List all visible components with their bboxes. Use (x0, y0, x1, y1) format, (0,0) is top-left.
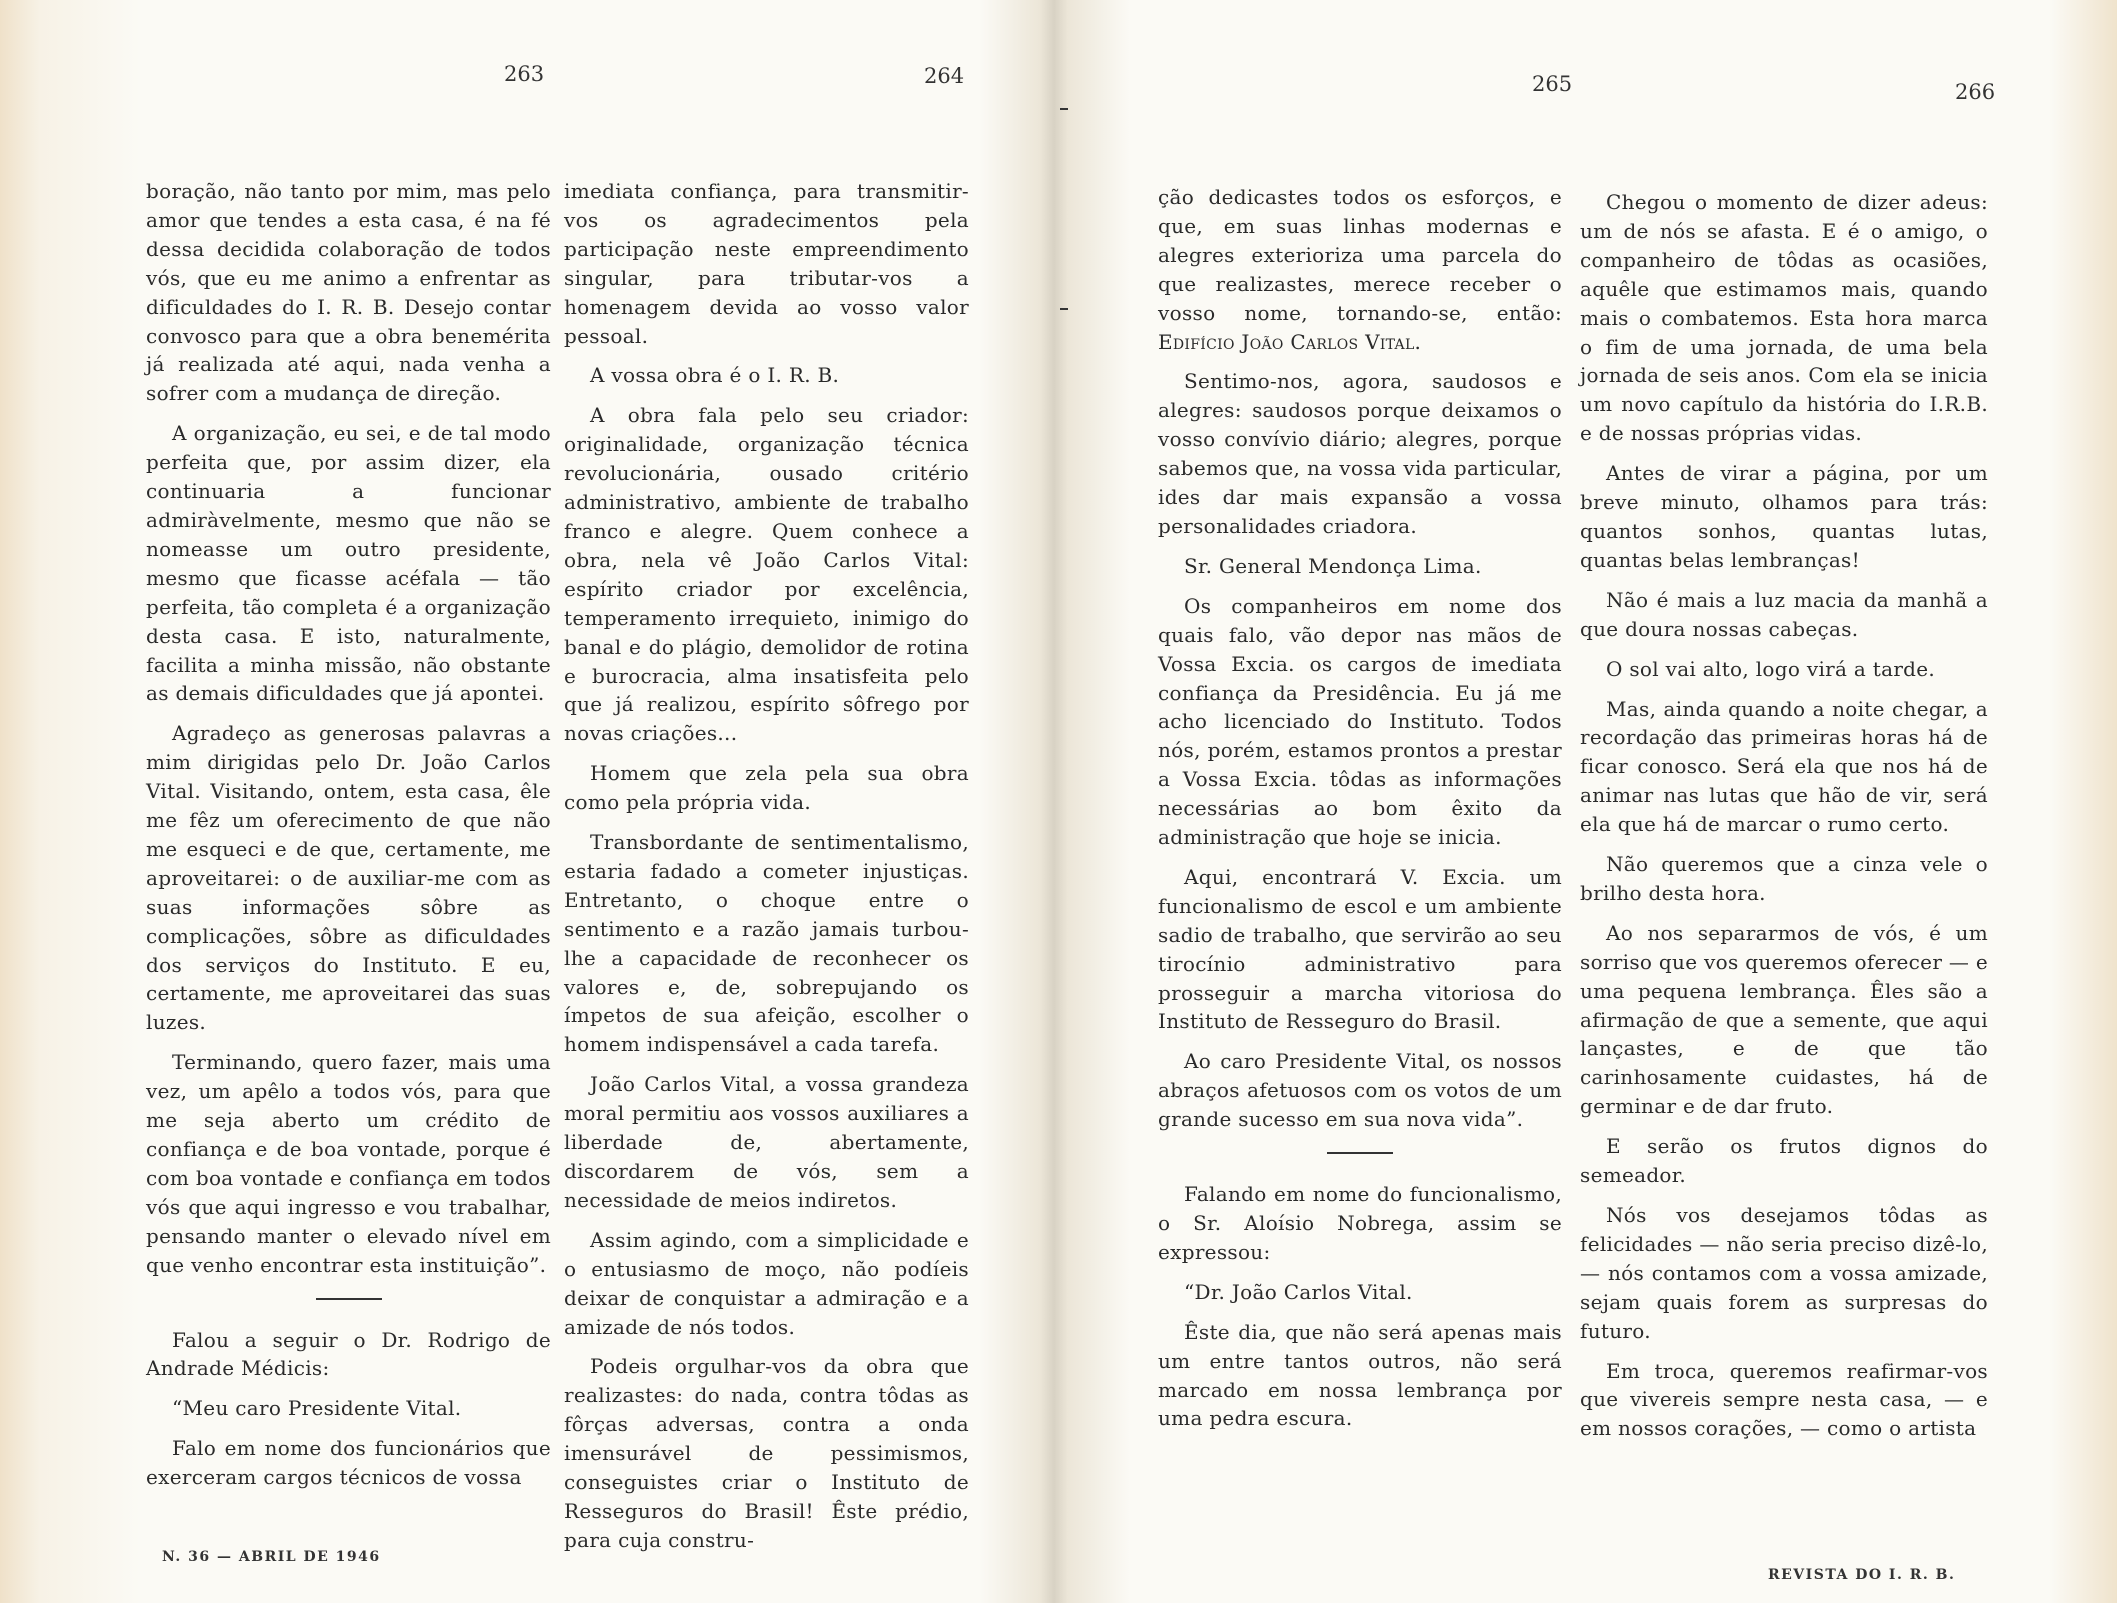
paragraph: Homem que zela pela sua obra como pela própria vida. (564, 761, 969, 815)
page-number-264: 264 (924, 64, 965, 88)
page-number-263: 263 (504, 62, 545, 86)
paragraph: Os companheiros em nome dos quais falo, vão depor nas mãos de Vossa Excia. os cargos de imediata confiança da Presidência. Eu já me acho licenciado do Instituto. Todos nós, porém, estamos prontos a prestar a Vossa Excia. tôdas as informações necessárias ao bom êxito da administração que hoje se inicia. (1158, 593, 1562, 850)
footer-journal: REVISTA DO I. R. B. (1768, 1567, 1956, 1583)
page-number-266: 266 (1955, 80, 1996, 104)
paragraph: Êste dia, que não será apenas mais um entre tantos outros, não será marcado em nossa lembrança por uma pedra escura. (1158, 1319, 1562, 1431)
section-divider (316, 1298, 382, 1300)
paragraph: Sr. General Mendonça Lima. (1184, 553, 1482, 578)
footer-issue: N. 36 — ABRIL DE 1946 (162, 1549, 381, 1565)
gutter-mark (1060, 308, 1068, 310)
paragraph: Mas, ainda quando a noite chegar, a recordação das primeiras horas há de ficar conosco. Será ela que nos há de animar nas lutas que hão de vir, será ela que há de marcar o rumo certo. (1580, 696, 1988, 837)
paragraph: Podeis orgulhar-vos da obra que realizastes: do nada, contra tôdas as fôrças adversas, contra a onda imensurável de pessimismos, conseguistes criar o Instituto de Resseguros do Brasil! Êste prédio, para cuja constru- (564, 1354, 969, 1552)
paragraph: Transbordante de sentimentalismo, estaria fadado a cometer injustiças. Entretanto, o choque entre o sentimento e a razão jamais turbou-lhe a capacidade de reconhecer os valores e, de, sobrepujando os ímpetos de sua afeição, escolher o homem indispensável a cada tarefa. (564, 830, 969, 1057)
gutter-mark (1060, 108, 1068, 110)
section-divider (1327, 1152, 1393, 1154)
paragraph: Ao caro Presidente Vital, os nossos abraços afetuosos com os votos de um grande sucesso em sua nova vida”. (1158, 1049, 1562, 1132)
page-266-column (1580, 188, 1988, 1454)
paragraph: Aqui, encontrará V. Excia. um funcionalismo de escol e um ambiente sadio de trabalho, que servirão ao seu tirocínio administrativo para prosseguir a marcha vitoriosa do Instituto de Resseguro do Brasil. (1158, 864, 1562, 1034)
page-265-column (1158, 183, 1562, 1444)
page-263-column (146, 177, 551, 1503)
paragraph: E serão os frutos dignos do semeador. (1580, 1134, 1988, 1188)
page-264-column (564, 177, 969, 1566)
paragraph: Antes de virar a página, por um breve minuto, olhamos para trás: quantos sonhos, quantas lutas, quantas belas lembranças! (1580, 461, 1988, 572)
paragraph: A obra fala pelo seu criador: originalidade, organização técnica revolucionária, ousado critério administrativo, ambiente de trabalho franco e alegre. Quem conhece a obra, nela vê João Carlos Vital: espírito criador por excelência, temperamento irrequieto, inimigo do banal e do plágio, demolidor de rotina e burocracia, alma insatisfeita pelo que já realizou, espírito sôfrego por novas criações... (564, 403, 969, 746)
paragraph: O sol vai alto, logo virá a tarde. (1606, 656, 1936, 681)
paragraph: Em troca, queremos reafirmar-vos que vivereis sempre nesta casa, — e em nossos corações, — como o artista (1580, 1358, 1988, 1441)
paragraph: “Meu caro Presidente Vital. (172, 1396, 462, 1421)
building-name: Edifício João Carlos Vital. (1158, 329, 1422, 354)
paragraph: Ao nos separarmos de vós, é um sorriso que vos queremos oferecer — e uma pequena lembrança. Êles são a afirmação de que a semente, que aqui lançastes, e de que tão carinhosamente cuidastes, há de germinar e de dar fruto. (1580, 920, 1988, 1119)
paragraph: boração, não tanto por mim, mas pelo amor que tendes a esta casa, é na fé dessa decidida colaboração de todos vós, que eu me animo a enfrentar as dificuldades do I. R. B. Desejo contar convosco para que a obra benemérita já realizada até aqui, nada venha a sofrer com a mudança de direção. (146, 179, 551, 406)
paragraph: Não é mais a luz macia da manhã a que doura nossas cabeças. (1580, 587, 1988, 641)
paragraph-text: ção dedicastes todos os esforços, e que, em suas linhas modernas e alegres exterioriza uma parcela do que realizastes, merece receber o vosso nome, tornando-se, então: (1158, 185, 1562, 325)
paragraph: Não queremos que a cinza vele o brilho desta hora. (1580, 852, 1988, 905)
paragraph: Nós vos desejamos tôdas as felicidades — não seria preciso dizê-lo, — nós contamos com a vossa amizade, sejam quais forem as surpresas do futuro. (1580, 1203, 1988, 1343)
paragraph: Falou a seguir o Dr. Rodrigo de Andrade Médicis: (146, 1327, 551, 1381)
paragraph: João Carlos Vital, a vossa grandeza moral permitiu aos vossos auxiliares a liberdade de, abertamente, discordarem de vós, sem a necessidade de meios indiretos. (564, 1072, 969, 1212)
paragraph: Terminando, quero fazer, mais uma vez, um apêlo a todos vós, para que me seja aberto um crédito de confiança e de boa vontade, porque é com boa vontade e confiança em todos vós que aqui ingresso e vou trabalhar, pensando manter o elevado nível em que venho encontrar esta instituição”. (146, 1050, 551, 1277)
paragraph: Falando em nome do funcionalismo, o Sr. Aloísio Nobrega, assim se expressou: (1158, 1182, 1562, 1264)
paragraph: Agradeço as generosas palavras a mim dirigidas pelo Dr. João Carlos Vital. Visitando, ontem, esta casa, êle me fêz um oferecimento de que não me esqueci e de que, certamente, me aproveitarei: o de auxiliar-me com as suas informações sôbre as complicações, sôbre as dificuldades dos serviços do Instituto. E eu, certamente, me aproveitarei das suas luzes. (146, 721, 551, 1035)
paragraph: Assim agindo, com a simplicidade e o entusiasmo de moço, não podíeis deixar de conquistar a admiração e a amizade de nós todos. (564, 1227, 969, 1339)
paragraph (1158, 183, 1562, 356)
page-number-265: 265 (1532, 72, 1573, 96)
paragraph: Sentimo-nos, agora, saudosos e alegres: saudosos porque deixamos o vosso convívio diário; alegres, porque sabemos que, na vossa vida particular, ides dar mais expansão a vossa personalidades criadora. (1158, 369, 1562, 538)
paragraph: A vossa obra é o I. R. B. (590, 363, 840, 388)
paragraph: A organização, eu sei, e de tal modo perfeita que, por assim dizer, ela continuaria a funcionar admiràvelmente, mesmo que não se nomeasse um outro presidente, mesmo que ficasse acéfala — tão perfeita, tão completa é a organização desta casa. E isto, naturalmente, facilita a minha missão, não obstante as demais dificuldades que já apontei. (146, 421, 551, 706)
paragraph: Chegou o momento de dizer adeus: um de nós se afasta. E é o amigo, o companheiro de tôdas as ocasiões, aquêle que estimamos mais, quando mais o combatemos. Esta hora marca o fim de uma jornada, de uma bela jornada de seis anos. Com ela se inicia um novo capítulo da história do I.R.B. e de nossas próprias vidas. (1580, 190, 1988, 446)
paragraph: imediata confiança, para transmitir-vos os agradecimentos pela participação neste empreendimento singular, para tributar-vos a homenagem devida ao vosso valor pessoal. (564, 179, 969, 348)
paragraph: Falo em nome dos funcionários que exerceram cargos técnicos de vossa (146, 1436, 551, 1490)
paragraph: “Dr. João Carlos Vital. (1184, 1279, 1413, 1304)
